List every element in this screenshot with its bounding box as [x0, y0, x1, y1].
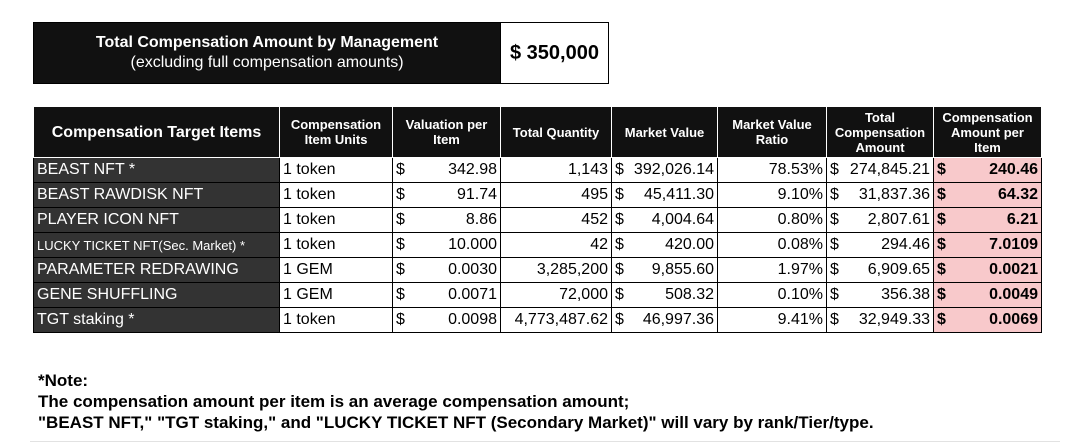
currency-symbol: $ [830, 211, 839, 228]
table-header-row [34, 107, 1042, 158]
cell-item: PLAYER ICON NFT [34, 208, 280, 233]
note-line-1: The compensation amount per item is an average compensation amount; [38, 392, 630, 411]
currency-symbol: $ [396, 261, 405, 278]
cell-quantity: 72,000 [501, 283, 612, 308]
cell-unit: 1 GEM [280, 258, 393, 283]
cell-ratio: 78.53% [718, 158, 827, 183]
market-value: 45,411.30 [644, 186, 714, 203]
cell-market-value [612, 308, 718, 333]
cell-market-value [612, 183, 718, 208]
cell-ratio: 0.80% [718, 208, 827, 233]
total-comp-value: 31,837.36 [858, 186, 930, 203]
cell-market-value [612, 208, 718, 233]
cell-total-comp [827, 258, 934, 283]
market-value: 9,855.60 [651, 261, 714, 278]
currency-symbol: $ [937, 161, 946, 178]
header-valuation: Valuation per Item [393, 107, 501, 158]
currency-symbol: $ [396, 311, 405, 328]
currency-symbol: $ [937, 186, 946, 203]
per-item-value: 6.21 [1006, 211, 1038, 228]
cell-unit: 1 token [280, 183, 393, 208]
market-value: 420.00 [665, 236, 714, 253]
cell-ratio: 1.97% [718, 258, 827, 283]
cell-unit: 1 token [280, 308, 393, 333]
currency-symbol: $ [937, 236, 946, 253]
cell-valuation [393, 183, 501, 208]
table-row [34, 283, 1042, 308]
cell-unit: 1 token [280, 233, 393, 258]
total-comp-value: 32,949.33 [858, 311, 930, 328]
valuation-value: 0.0030 [448, 261, 497, 278]
valuation-value: 8.86 [465, 211, 497, 228]
cell-ratio: 9.10% [718, 183, 827, 208]
currency-symbol: $ [615, 311, 624, 328]
currency-symbol: $ [830, 186, 839, 203]
cell-per-item [934, 308, 1042, 333]
cell-total-comp [827, 208, 934, 233]
cell-total-comp [827, 308, 934, 333]
currency-symbol: $ [615, 261, 624, 278]
cell-item: LUCKY TICKET NFT(Sec. Market) * [34, 233, 280, 258]
cell-per-item [934, 158, 1042, 183]
valuation-value: 0.0071 [448, 286, 497, 303]
currency-symbol: $ [937, 286, 946, 303]
cell-per-item [934, 233, 1042, 258]
cell-quantity: 3,285,200 [501, 258, 612, 283]
header-item-units: Compensation Item Units [280, 107, 393, 158]
market-value: 508.32 [665, 286, 714, 303]
currency-symbol: $ [937, 261, 946, 278]
total-comp-value: 2,807.61 [867, 211, 930, 228]
header-target-items: Compensation Target Items [34, 107, 280, 158]
cell-market-value [612, 233, 718, 258]
summary-title: Total Compensation Amount by Management [95, 34, 439, 51]
cell-quantity: 42 [501, 233, 612, 258]
currency-symbol: $ [615, 236, 624, 253]
cell-per-item [934, 208, 1042, 233]
cell-per-item [934, 183, 1042, 208]
summary-label [34, 23, 500, 83]
summary-value: $ 350,000 [500, 23, 608, 83]
market-value: 392,026.14 [633, 161, 714, 178]
currency-symbol: $ [396, 186, 405, 203]
valuation-value: 0.0098 [448, 311, 497, 328]
cell-total-comp [827, 158, 934, 183]
currency-symbol: $ [615, 161, 624, 178]
header-market-value: Market Value [612, 107, 718, 158]
valuation-value: 10.000 [448, 236, 497, 253]
cell-item: TGT staking * [34, 308, 280, 333]
cell-ratio: 0.10% [718, 283, 827, 308]
cell-item: BEAST RAWDISK NFT [34, 183, 280, 208]
table-row [34, 208, 1042, 233]
cell-valuation [393, 233, 501, 258]
currency-symbol: $ [615, 186, 624, 203]
cell-total-comp [827, 233, 934, 258]
cell-market-value [612, 258, 718, 283]
cell-quantity: 4,773,487.62 [501, 308, 612, 333]
currency-symbol: $ [937, 211, 946, 228]
currency-symbol: $ [615, 211, 624, 228]
table-row [34, 308, 1042, 333]
cell-per-item [934, 283, 1042, 308]
total-comp-value: 294.46 [881, 236, 930, 253]
currency-symbol: $ [615, 286, 624, 303]
footnote [38, 370, 874, 433]
currency-symbol: $ [830, 161, 839, 178]
cell-quantity: 495 [501, 183, 612, 208]
cell-ratio: 9.41% [718, 308, 827, 333]
note-title: *Note: [38, 371, 89, 390]
table-row [34, 233, 1042, 258]
cell-market-value [612, 283, 718, 308]
cell-unit: 1 token [280, 158, 393, 183]
cell-quantity: 452 [501, 208, 612, 233]
table-row [34, 183, 1042, 208]
currency-symbol: $ [830, 261, 839, 278]
currency-symbol: $ [937, 311, 946, 328]
note-line-2: "BEAST NFT," "TGT staking," and "LUCKY TICKET NFT (Secondary Market)" will vary by rank/Tier/type. [38, 413, 874, 432]
total-comp-value: 6,909.65 [867, 261, 930, 278]
cell-valuation [393, 158, 501, 183]
header-quantity: Total Quantity [501, 107, 612, 158]
per-item-value: 64.32 [997, 186, 1038, 203]
per-item-value: 0.0049 [989, 286, 1038, 303]
valuation-value: 91.74 [456, 186, 497, 203]
currency-symbol: $ [396, 236, 405, 253]
cell-total-comp [827, 283, 934, 308]
table-row [34, 258, 1042, 283]
total-compensation-summary [33, 22, 609, 84]
cell-per-item [934, 258, 1042, 283]
cell-unit: 1 token [280, 208, 393, 233]
cell-item: BEAST NFT * [34, 158, 280, 183]
cell-item: GENE SHUFFLING [34, 283, 280, 308]
market-value: 4,004.64 [651, 211, 714, 228]
header-total-comp: Total Compensation Amount [827, 107, 934, 158]
per-item-value: 240.46 [989, 161, 1038, 178]
currency-symbol: $ [830, 311, 839, 328]
currency-symbol: $ [830, 236, 839, 253]
cell-market-value [612, 158, 718, 183]
cell-valuation [393, 283, 501, 308]
divider [30, 441, 1060, 442]
header-per-item: Compensation Amount per Item [934, 107, 1042, 158]
cell-quantity: 1,143 [501, 158, 612, 183]
currency-symbol: $ [396, 286, 405, 303]
table-row [34, 158, 1042, 183]
header-ratio: Market Value Ratio [718, 107, 827, 158]
cell-valuation [393, 308, 501, 333]
currency-symbol: $ [830, 286, 839, 303]
cell-total-comp [827, 183, 934, 208]
currency-symbol: $ [396, 211, 405, 228]
valuation-value: 342.98 [448, 161, 497, 178]
currency-symbol: $ [396, 161, 405, 178]
cell-unit: 1 GEM [280, 283, 393, 308]
compensation-table [33, 106, 1042, 333]
cell-valuation [393, 258, 501, 283]
cell-ratio: 0.08% [718, 233, 827, 258]
cell-item: PARAMETER REDRAWING [34, 258, 280, 283]
total-comp-value: 356.38 [881, 286, 930, 303]
summary-subtitle: (excluding full compensation amounts) [130, 54, 404, 71]
market-value: 46,997.36 [642, 311, 714, 328]
per-item-value: 7.0109 [989, 236, 1038, 253]
per-item-value: 0.0021 [989, 261, 1038, 278]
per-item-value: 0.0069 [989, 311, 1038, 328]
total-comp-value: 274,845.21 [849, 161, 930, 178]
cell-valuation [393, 208, 501, 233]
